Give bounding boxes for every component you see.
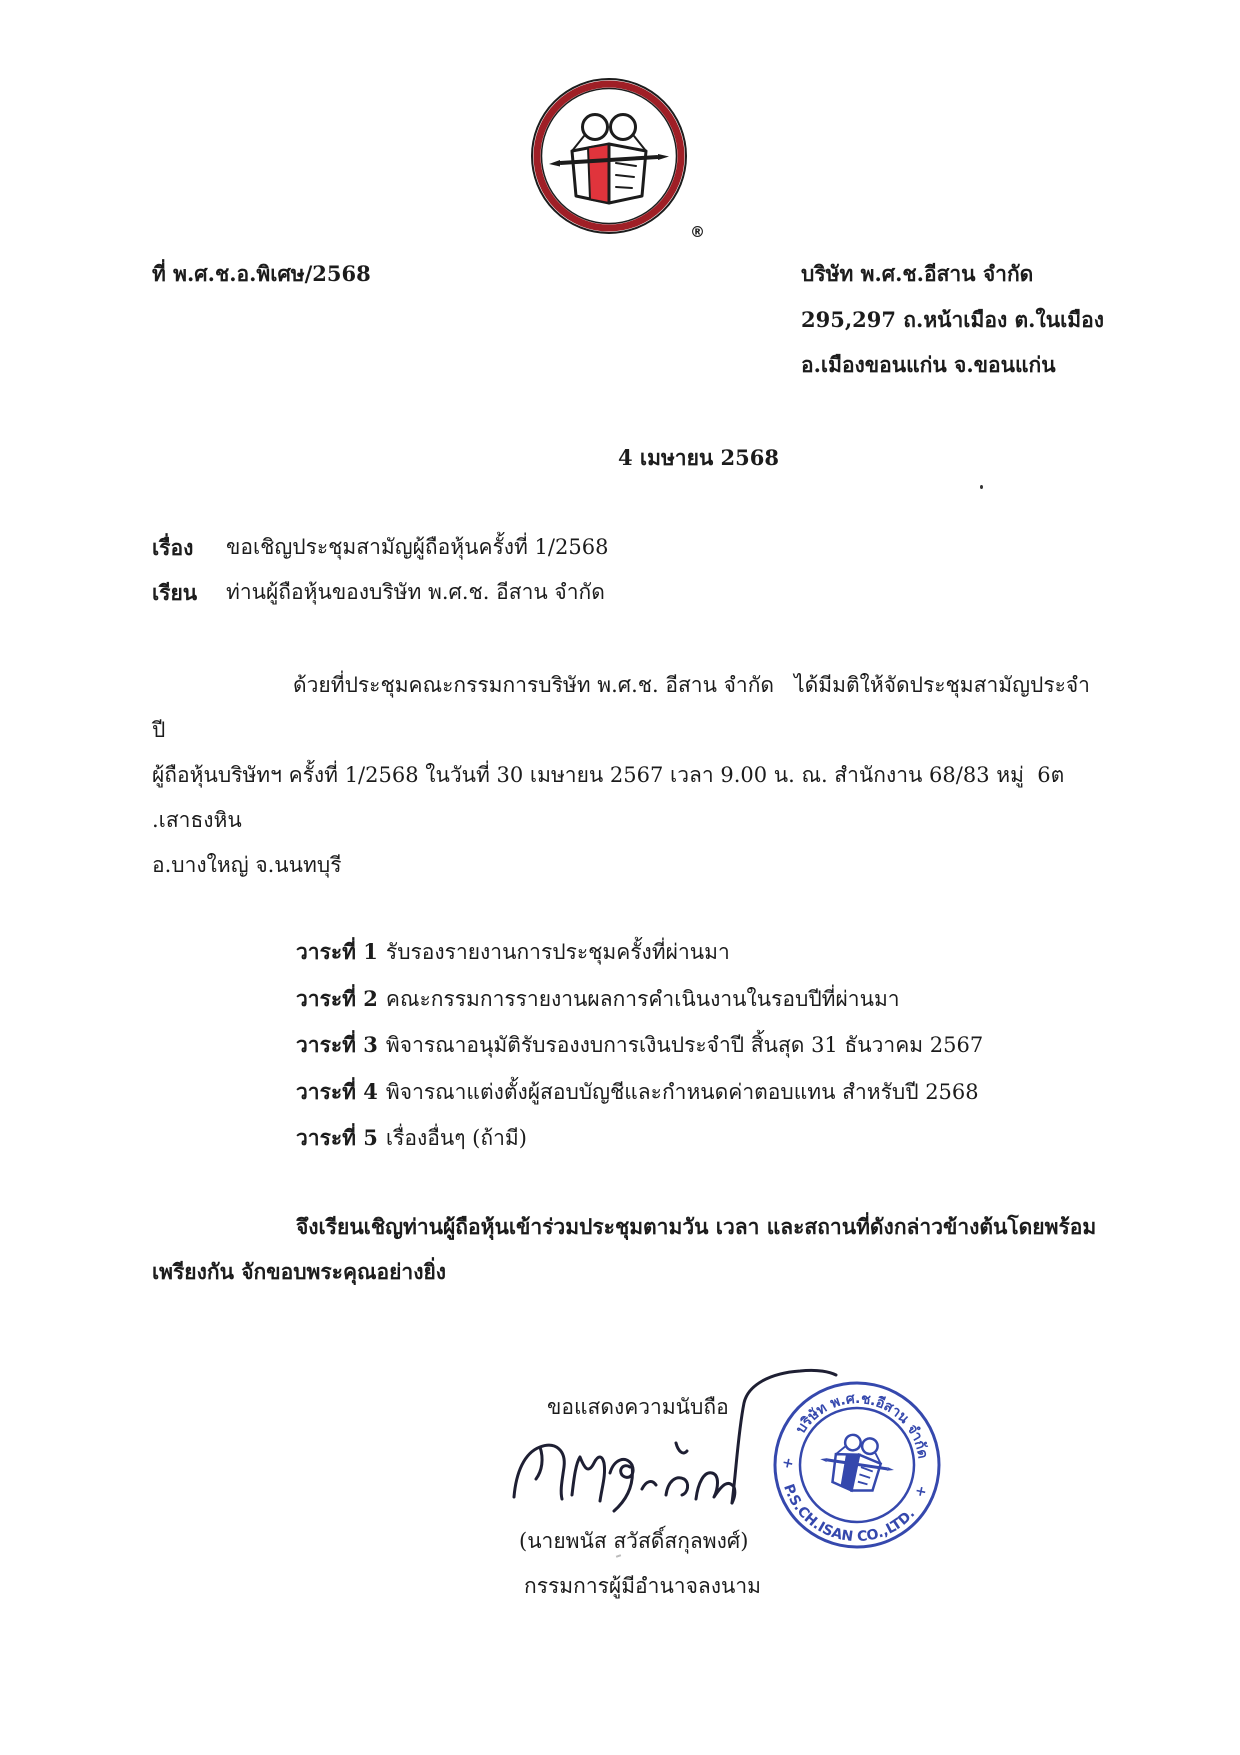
subject-label: เรื่อง (152, 535, 194, 560)
agenda-text: พิจารณาแต่งตั้งผู้สอบบัญชีและกำหนดค่าตอบแทน สำหรับปี 2568 (385, 1079, 979, 1104)
stamp-logo-icon (815, 1429, 899, 1498)
agenda-label: วาระที่ 2 (296, 985, 378, 1011)
agenda-list (296, 929, 1102, 1162)
recipient-line (152, 570, 1102, 615)
agenda-text: เรื่องอื่นๆ (ถ้ามี) (385, 1126, 527, 1150)
sender-street: 295,297 ถ.หน้าเมือง ต.ในเมือง (801, 306, 1104, 332)
stamp-bottom-text: P.S.CH.ISAN CO.,LTD. (780, 1482, 919, 1546)
recipient-text: ท่านผู้ถือหุ้นของบริษัท พ.ศ.ช. อีสาน จำกัด (226, 580, 605, 604)
agenda-label: วาระที่ 1 (296, 939, 378, 964)
document-reference-number: ที่ พ.ศ.ช.อ.พิเศษ/2568 (152, 261, 371, 286)
agenda-item (296, 1022, 1102, 1069)
sender-address (801, 251, 1201, 388)
stamp-top-text: บริษัท พ.ศ.ช.อีสาน จำกัด (792, 1391, 931, 1460)
signer-position: กรรมการผู้มีอำนาจลงนาม (524, 1574, 762, 1598)
agenda-label: วาระที่ 3 (296, 1032, 378, 1057)
body-line: ด้วยที่ประชุมคณะกรรมการบริษัท พ.ศ.ช. อีสาน จำกัด ได้มีมติให้จัดประชุมสามัญประจำปี (152, 673, 1090, 742)
sender-district: อ.เมืองขอนแก่น จ.ขอนแก่น (801, 352, 1056, 377)
salutation: ขอแสดงความนับถือ (547, 1395, 729, 1419)
agenda-item (296, 929, 1102, 976)
stamp-separator: + (913, 1482, 929, 1501)
closing-line: เพรียงกัน จักขอบพระคุณอย่างยิ่ง (152, 1259, 447, 1284)
registered-mark: ® (690, 223, 705, 241)
company-stamp (772, 1380, 942, 1550)
signature-block (152, 1385, 1102, 1609)
agenda-text: รับรองรายงานการประชุมครั้งที่ผ่านมา (385, 940, 730, 964)
recipient-label: เรียน (152, 580, 198, 605)
agenda-item (296, 1069, 1102, 1116)
body-line: อ.บางใหญ่ จ.นนทบุรี (152, 853, 342, 877)
agenda-label: วาระที่ 4 (296, 1078, 378, 1104)
body-paragraph (152, 663, 1102, 888)
subject-text: ขอเชิญประชุมสามัญผู้ถือหุ้นครั้งที่ 1/2568 (226, 535, 609, 559)
letter-date: 4 เมษายน 2568 (618, 445, 779, 470)
agenda-item (296, 976, 1102, 1023)
agenda-item (296, 1115, 1102, 1162)
company-logo (530, 77, 688, 235)
closing-paragraph (152, 1204, 1102, 1294)
body-line: ผู้ถือหุ้นบริษัทฯ ครั้งที่ 1/2568 ในวันที่ 30 เมษายน 2567 เวลา 9.00 น. ณ. สำนักงาน 68/83 หมู่ 6ต .เสาธงหิน (152, 763, 1071, 832)
agenda-label: วาระที่ 5 (296, 1125, 378, 1150)
sender-company-name: บริษัท พ.ศ.ช.อีสาน จำกัด (801, 261, 1034, 286)
closing-line: จึงเรียนเชิญท่านผู้ถือหุ้นเข้าร่วมประชุมตามวัน เวลา และสถานที่ดังกล่าวข้างต้นโดยพร้อม (296, 1214, 1097, 1239)
stamp-separator: + (780, 1454, 796, 1473)
agenda-text: พิจารณาอนุมัติรับรองงบการเงินประจำปี สิ้นสุด 31 ธันวาคม 2567 (385, 1033, 984, 1057)
signer-name: (นายพนัส สวัสดิ์สกุลพงศ์) (519, 1529, 749, 1553)
subject-line (152, 525, 1102, 570)
letter-content (152, 435, 1102, 1609)
agenda-text: คณะกรรมการรายงานผลการคำเนินงานในรอบปีที่ผ่านมา (385, 986, 900, 1011)
